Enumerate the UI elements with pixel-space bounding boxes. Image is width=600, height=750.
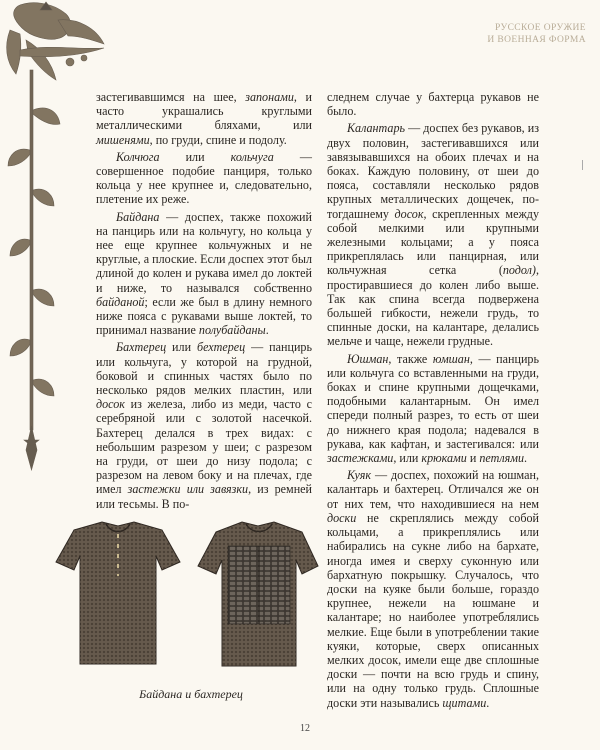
text-column-left xyxy=(96,90,312,514)
figure-caption: Байдана и бахтерец xyxy=(139,687,243,701)
paragraph: Байдана — доспех, также похожий на панцирь или на кольчугу, но кольца у нее еще крупнее кольчужных и не круглые, а плоские. Если доспех этот был длиной до колен и рукава имел до локтей и ниже, то назывался собственно байданой; если же был в длину немного ниже пояса с рукавами выше локтей, то принимал название полубайданы. xyxy=(96,209,312,338)
bakhterets-shirt xyxy=(198,522,318,666)
header-line-1: РУССКОЕ ОРУЖИЕ xyxy=(495,23,586,33)
paragraph: Бахтерец или бехтерец — панцирь или кольчуга, у которой на грудной, боковой и спинных частях было по несколько рядов мелких пластин, или досок из железа, либо из меди, часто с серебряной или с золотой насечкой. Бахтерец делался в трех видах: с небольшим разрезом у шеи; с разрезом на груди, от шеи до низу подола; с разрезом на левом боку и на плечах, где имел застежки или завязки, из ремней или тесьмы. В по- xyxy=(96,340,313,511)
paragraph: Колчюга или кольчуга — совершенное подобие панциря, только кольца у нее крупнее и, следовательно, плетение их реже. xyxy=(96,149,312,207)
armour-illustration xyxy=(40,516,320,668)
page-number: 12 xyxy=(300,723,310,734)
margin-mark xyxy=(582,160,583,170)
header-line-2: И ВОЕННАЯ ФОРМА xyxy=(487,35,586,45)
paragraph: Куяк — доспех, похожий на юшман, калантарь и бахтерец. Отличался же он от них тем, что находившиеся на нем доски не скреплялись между собой кольцами, а прикреплялись или набирались на сукне либо на бархате, иногда имея и сверху суконную или бархатную покрышку. Случалось, что доски на куяке были больше, гораздо крупнее, нежели на юшмане и калантаре; но наиболее употреблялись мелкие. Еще были в употреблении такие куяки, которые, сверх описанных мелких досок, имели еще две сплошные доски — почти на всю грудь и спину, или на одну только грудь. Сплошные доски эти назывались щитами. xyxy=(327,468,539,710)
text-column-right xyxy=(327,90,539,713)
paragraph: следнем случае у бахтерца рукавов не было. xyxy=(327,90,539,119)
baidana-shirt xyxy=(56,522,180,664)
paragraph: Юшман, также юмшан, — панцирь или кольчуга со вставленными на груди, боках и спине крупными дощечками, подобными калантарным. Он имел спереди полный разрез, то есть от шеи до нижнего края подола; надевался в рукава, как кафтан, и застегивался: или застежками, или крюками и петлями. xyxy=(327,351,539,466)
decorative-ornament xyxy=(0,0,110,480)
running-header xyxy=(487,22,586,46)
paragraph: застегивавшимся на шее, запонами, и часто украшались круглыми металлическими бляхами, или мишенями, по груди, спине и подолу. xyxy=(96,90,312,147)
paragraph: Калантарь — доспех без рукавов, из двух половин, застегивавшихся или завязывавшихся на обоих плечах и на боках. Каждую половину, от шеи до пояса, составляли несколько рядов крупных металлических дощечек, по-тогдашнему досок, скрепленных между собой мелкими или крупными железными кольцами; а у пояса прикреплялась или панцирная, или кольчужная сетка (подол), простиравшиеся до колен либо выше. Так как спина всегда подвержена большей гибкости, нежели грудь, то спинные доски, на калантаре, делались мельче и чаще, нежели грудные. xyxy=(327,121,539,349)
